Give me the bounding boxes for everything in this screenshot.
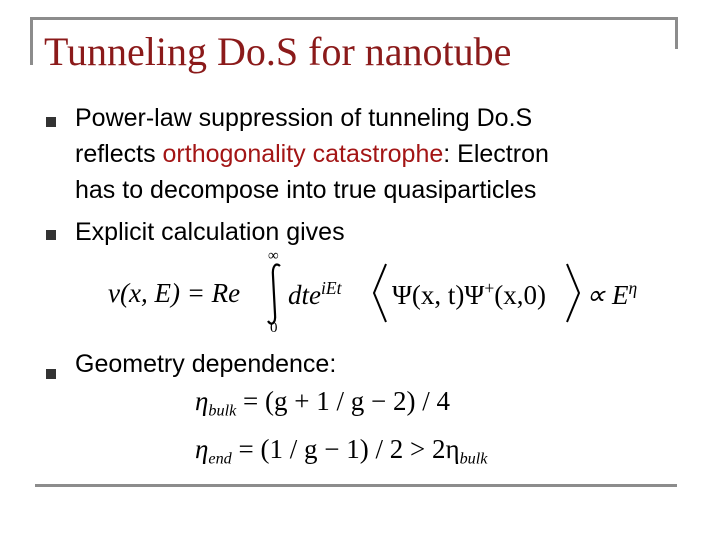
frame-right-line [675,17,678,49]
eq1-integrand [288,278,341,311]
eq1-tail: (x,0) [494,280,546,310]
eq1-lower-limit: 0 [270,320,278,336]
eq2-rhs: = (g + 1 / g − 2) / 4 [243,386,450,416]
left-angle-bracket-icon [370,262,390,324]
integral-sign-icon [263,262,287,326]
bullet-3: Geometry dependence: [75,350,337,378]
eq1-bracket-content [392,278,546,311]
eq1-upper-limit: ∞ [268,248,279,264]
bullet-square-icon [46,230,56,240]
bullet-1-line3: has to decompose into true quasiparticles [75,176,537,204]
right-angle-bracket-icon [563,262,583,324]
eq3-tail-sub: bulk [459,449,488,468]
eq3-eta: η [195,434,209,464]
bullet-1-line2-post: : Electron [443,140,549,168]
equation-eta-end [195,434,487,469]
eq1-psi: Ψ(x, t)Ψ [392,280,485,310]
bullet-1 [75,100,549,208]
eq2-sub: bulk [208,401,237,420]
frame-top-line [30,17,678,20]
bullet-1-line2 [75,136,549,172]
eq3-sub: end [208,449,232,468]
eq1-dagger: + [484,278,495,298]
eq1-exponent: iEt [321,278,342,298]
equation-eta-bulk [195,386,450,421]
eq2-eta: η [195,386,209,416]
bullet-square-icon [46,369,56,379]
eq1-proportional [586,278,637,311]
frame-left-line [30,17,33,65]
eq1-lhs: ν(x, E) = Re [108,278,241,308]
bullet-1-line2-pre: reflects [75,140,163,168]
frame-bottom-line [35,484,677,487]
eq1-propto-E: ∝ E [586,280,629,310]
orthogonality-highlight: orthogonality catastrophe [162,140,444,168]
bullet-2: Explicit calculation gives [75,218,345,246]
eq3-rhs: = (1 / g − 1) / 2 > 2η [238,434,460,464]
bullet-square-icon [46,117,56,127]
eq1-dte: dte [288,280,321,310]
slide-title: Tunneling Do.S for nanotube [44,29,512,74]
equation-dos [108,248,668,336]
eq1-power: η [628,278,638,298]
bullet-1-line1: Power-law suppression of tunneling Do.S [75,104,533,132]
